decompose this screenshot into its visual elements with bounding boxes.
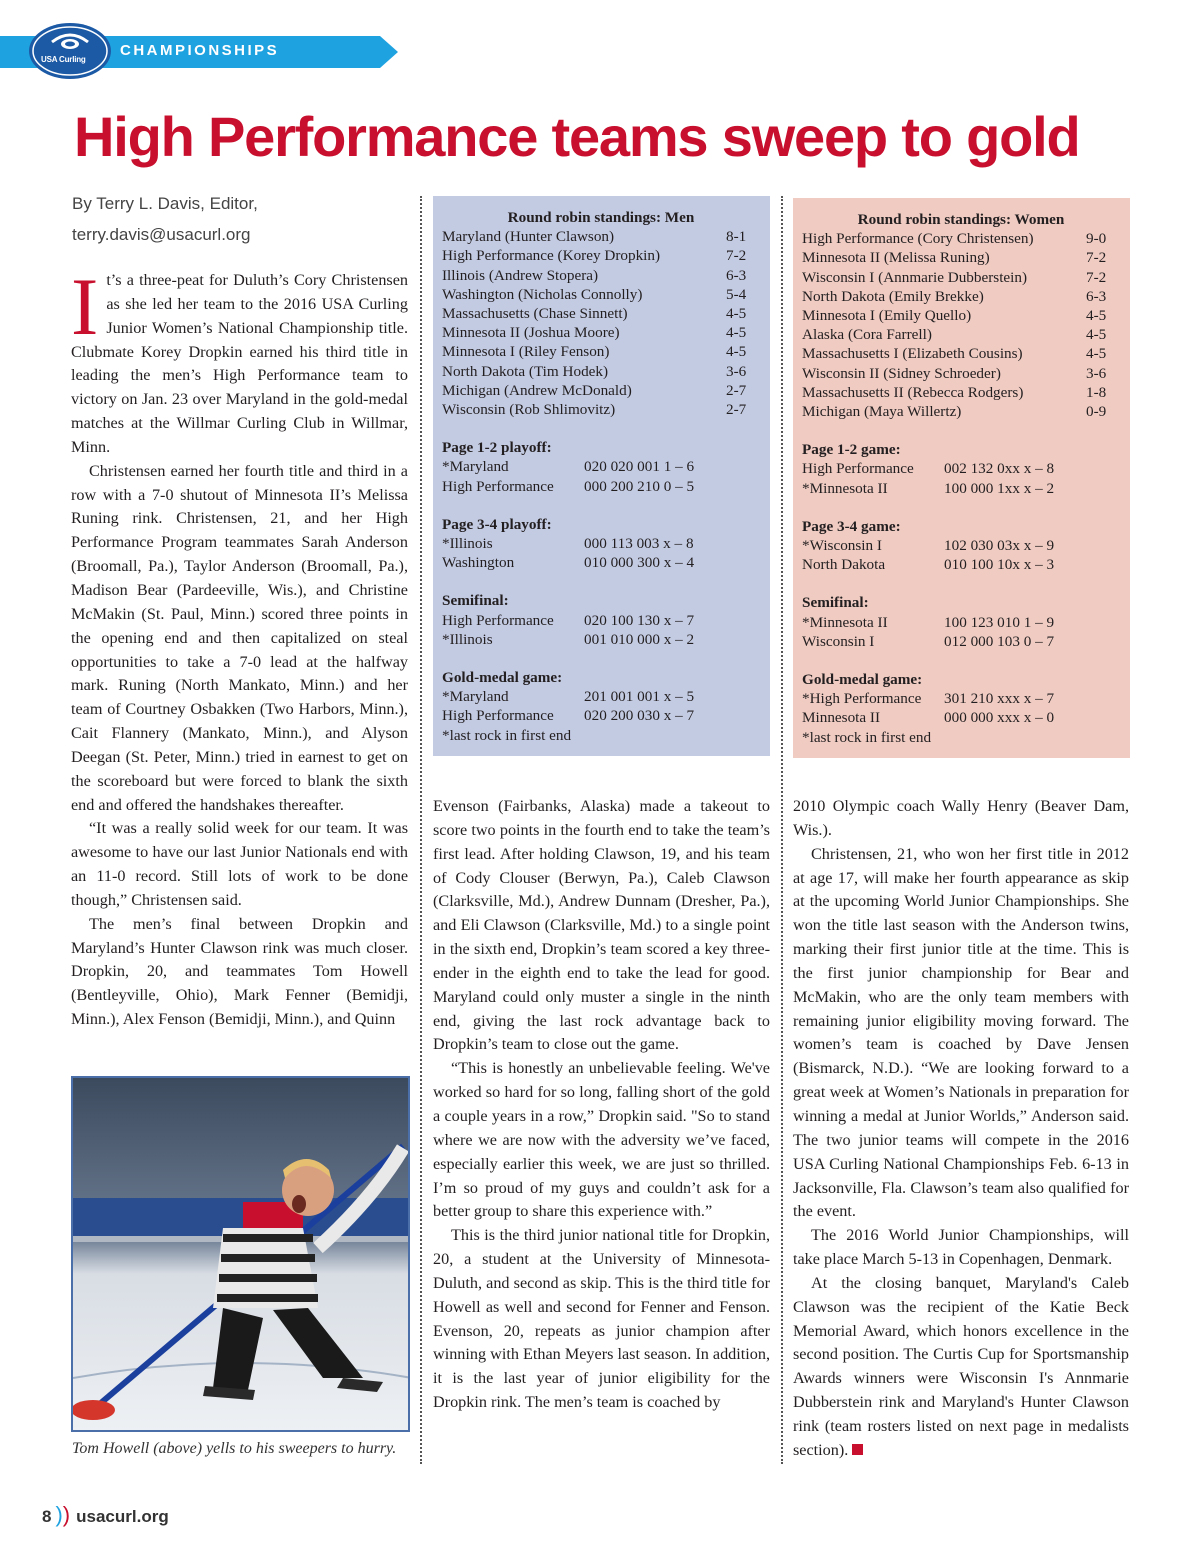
- article-column-3: [793, 795, 1129, 1463]
- game-line: *Minnesota II 100 123 010 1 – 9: [802, 613, 1055, 631]
- game-line: *High Performance 301 210 xxx x – 7: [802, 690, 1055, 708]
- game-line: North Dakota 010 100 10x x – 3: [802, 556, 1055, 574]
- game-heading: Page 1-2 playoff:: [442, 439, 552, 457]
- game-line: *Maryland 020 020 001 1 – 6: [442, 458, 695, 476]
- article-column-1: [71, 261, 408, 1032]
- article-paragraph: Evenson (Fairbanks, Alaska) made a takeout to score two points in the fourth end to take the team’s first lead. After holding Clawson, 19, and his team of Cody Clouser (Berwyn, Pa.), Caleb Clawson (Clarksville, Md.), Andrew Dunnam (Dresher, Pa.), and Eli Clawson (Clarksville, Md.) to a single point in the sixth end, Dropkin’s team scored a key three-ender in the eighth end to take the lead for good. Maryland could only muster a single in the ninth end, giving the last rock advantage back to Dropkin’s team to close out the game.: [433, 797, 770, 1054]
- page-number: 8: [42, 1507, 52, 1526]
- footer-site[interactable]: usacurl.org: [76, 1507, 169, 1526]
- game-line: *Illinois 001 010 000 x – 2: [442, 630, 695, 648]
- standing-row: Minnesota I (Riley Fenson) 4-5: [442, 343, 747, 361]
- byline-email[interactable]: terry.davis@usacurl.org: [72, 225, 251, 244]
- curling-photo: [71, 1076, 410, 1432]
- standing-row: Massachusetts II (Rebecca Rodgers) 1-8: [802, 383, 1107, 401]
- women-results-box: [793, 198, 1130, 758]
- game-heading: Gold-medal game:: [442, 669, 563, 687]
- article-paragraph: Christensen, 21, who won her first title in 2012 at age 17, will make her fourth appearance as skip at the upcoming World Junior Championships. She won the title last season with the Anderson twins, marking their first junior title at the time. This is the first junior championship for Bear and McMakin, who are the only team members with remaining junior eligibility moving forward. The women’s team is coached by Dave Jensen (Bismarck, N.D.). “We are looking forward to a great week at Women’s Nationals in preparation for winning a medal at Junior Worlds,” Anderson said. The two junior teams will compete in the 2016 USA Curling National Championships Feb. 6-13 in Jacksonville, Fla. Clawson’s team also qualified for the event.: [793, 844, 1129, 1221]
- men-standings: [442, 227, 760, 419]
- game-line: Wisconsin I 012 000 103 0 – 7: [802, 632, 1055, 650]
- standing-row: Massachusetts (Chase Sinnett) 4-5: [442, 305, 747, 323]
- standing-row: Illinois (Andrew Stopera) 6-3: [442, 266, 747, 284]
- article-paragraph: This is the third junior national title for Dropkin, 20, a student at the University of Minnesota-Duluth, and second as skip. This is the third title for Howell as well and second for Fenner and Fenson. Evenson, 20, repeats as junior champion after winning with Ethan Meyers last season. In addition, it is the last year of junior eligibility for the Dropkin rink. The men’s team is coached by: [433, 1226, 770, 1412]
- game-heading: Page 1-2 game:: [802, 441, 901, 459]
- standing-row: Minnesota II (Joshua Moore) 4-5: [442, 324, 747, 342]
- article-paragraph: It’s a three-peat for Duluth’s Cory Christensen as she led her team to the 2016 USA Curling Junior Women’s National Championship title. Clubmate Korey Dropkin earned his third title in leading the men’s High Performance team to victory on Jan. 23 over Maryland in the gold-medal matches at the Willmar Curling Club in Willmar, Minn.: [71, 261, 408, 456]
- game-line: High Performance 002 132 0xx x – 8: [802, 460, 1055, 478]
- article-paragraph: The men’s final between Dropkin and Maryland’s Hunter Clawson rink was much closer. Dropkin, 20, and teammates Tom Howell (Bentleyville, Ohio), Mark Fenner (Bemidji, Minn.), Alex Fenson (Bemidji, Minn.), and Quinn: [71, 914, 408, 1029]
- footer-bracket-icon: )): [55, 1502, 71, 1527]
- end-mark: [852, 1444, 863, 1455]
- column-divider: [781, 196, 783, 1464]
- standing-row: Washington (Nicholas Connolly) 5-4: [442, 285, 747, 303]
- article-paragraph: 2010 Olympic coach Wally Henry (Beaver Dam, Wis.).: [793, 797, 1129, 839]
- standing-row: Minnesota I (Emily Quello) 4-5: [802, 307, 1107, 325]
- standing-row: Michigan (Andrew McDonald) 2-7: [442, 381, 747, 399]
- byline-author: By Terry L. Davis, Editor,: [72, 194, 258, 213]
- article-paragraph: The 2016 World Junior Championships, will take place March 5-13 in Copenhagen, Denmark.: [793, 1226, 1129, 1269]
- standing-row: High Performance (Korey Dropkin) 7-2: [442, 247, 747, 265]
- standing-row: North Dakota (Emily Brekke) 6-3: [802, 287, 1107, 305]
- headline: High Performance teams sweep to gold: [74, 105, 1080, 168]
- game-line: *Maryland 201 001 001 x – 5: [442, 688, 695, 706]
- standing-row: North Dakota (Tim Hodek) 3-6: [442, 362, 747, 380]
- standing-row: Alaska (Cora Farrell) 4-5: [802, 326, 1107, 344]
- section-label: CHAMPIONSHIPS: [120, 42, 280, 59]
- article-paragraph: “This is honestly an unbelievable feeling. We've worked so hard for so long, falling short of the gold a couple years in a row,” Dropkin said. "So to stand where we are now with the adversity we’ve faced, especially earlier this week, we are just so thrilled. I’m so proud of my guys and couldn’t ask for a better group to share this experience with.”: [433, 1059, 770, 1221]
- game-line: *Minnesota II 100 000 1xx x – 2: [802, 479, 1055, 497]
- logo-text: USA Curling: [41, 55, 86, 64]
- game-heading: Gold-medal game:: [802, 671, 923, 689]
- standing-row: Massachusetts I (Elizabeth Cousins) 4-5: [802, 345, 1107, 363]
- men-results-box: [433, 196, 770, 756]
- women-box-title: Round robin standings: Women: [857, 211, 1065, 228]
- drop-cap: I: [71, 261, 99, 352]
- standing-row: High Performance (Cory Christensen) 9-0: [802, 230, 1107, 248]
- article-column-2: [433, 795, 770, 1415]
- game-heading: Page 3-4 playoff:: [442, 515, 552, 533]
- game-line: *Wisconsin I 102 030 03x x – 9: [802, 537, 1055, 555]
- article-paragraph: At the closing banquet, Maryland's Caleb Clawson was the recipient of the Katie Beck Memorial Award, which honors excellence in the second position. The Curtis Cup for Sportsmanship Awards winners were Wisconsin I's Annmarie Dubberstein rink and Maryland's Hunter Clawson rink (team rosters listed on next page in medalists section).: [793, 1273, 1129, 1459]
- standing-row: Wisconsin (Rob Shlimovitz) 2-7: [442, 401, 747, 419]
- standing-row: Minnesota II (Melissa Runing) 7-2: [802, 249, 1107, 267]
- page-footer: [42, 1502, 169, 1528]
- last-rock-note: *last rock in first end: [442, 726, 572, 744]
- column-divider: [420, 196, 422, 1464]
- standing-row: Maryland (Hunter Clawson) 8-1: [442, 228, 747, 246]
- women-standings: [802, 229, 1120, 421]
- standing-row: Wisconsin II (Sidney Schroeder) 3-6: [802, 364, 1107, 382]
- game-heading: Semifinal:: [442, 592, 509, 610]
- game-line: High Performance 020 100 130 x – 7: [442, 611, 695, 629]
- game-line: Minnesota II 000 000 xxx x – 0: [802, 709, 1055, 727]
- photo-caption: Tom Howell (above) yells to his sweepers to hurry.: [72, 1440, 397, 1457]
- game-line: High Performance 020 200 030 x – 7: [442, 707, 695, 725]
- game-line: High Performance 000 200 210 0 – 5: [442, 477, 695, 495]
- usa-curling-logo[interactable]: [28, 22, 112, 80]
- article-paragraph: Christensen earned her fourth title and third in a row with a 7-0 shutout of Minnesota II’s Melissa Runing rink. Christensen, 21, and her High Performance Program teammates Sarah Anderson (Broomall, Pa.), Taylor Anderson (Broomall, Pa.), Madison Bear (Pardeeville, Wis.), and Christine McMakin (St. Paul, Minn.) scored three points in the opening end and then capitalized on steal opportunities to take a 7-0 lead at the halfway mark. Runing (North Mankato, Minn.) and her team of Courtney Osbakken (Two Harbors, Minn.), Cait Flannery (Mankato, Minn.), and Alyson Deegan (St. Peter, Minn.) tried in earnest to get on the scoreboard but were forced to blank the sixth end and offered the handshakes thereafter.: [71, 461, 408, 814]
- standing-row: Michigan (Maya Willertz) 0-9: [802, 403, 1107, 421]
- game-heading: Page 3-4 game:: [802, 517, 901, 535]
- men-box-title: Round robin standings: Men: [507, 209, 695, 226]
- last-rock-note: *last rock in first end: [802, 728, 932, 746]
- standing-row: Wisconsin I (Annmarie Dubberstein) 7-2: [802, 268, 1107, 286]
- article-paragraph: “It was a really solid week for our team. It was awesome to have our last Junior Nationals end with an 11-0 record. Still lots of work to be done though,” Christensen said.: [71, 819, 408, 909]
- game-heading: Semifinal:: [802, 594, 869, 612]
- game-line: *Illinois 000 113 003 x – 8: [442, 535, 694, 553]
- game-line: Washington 010 000 300 x – 4: [442, 554, 695, 572]
